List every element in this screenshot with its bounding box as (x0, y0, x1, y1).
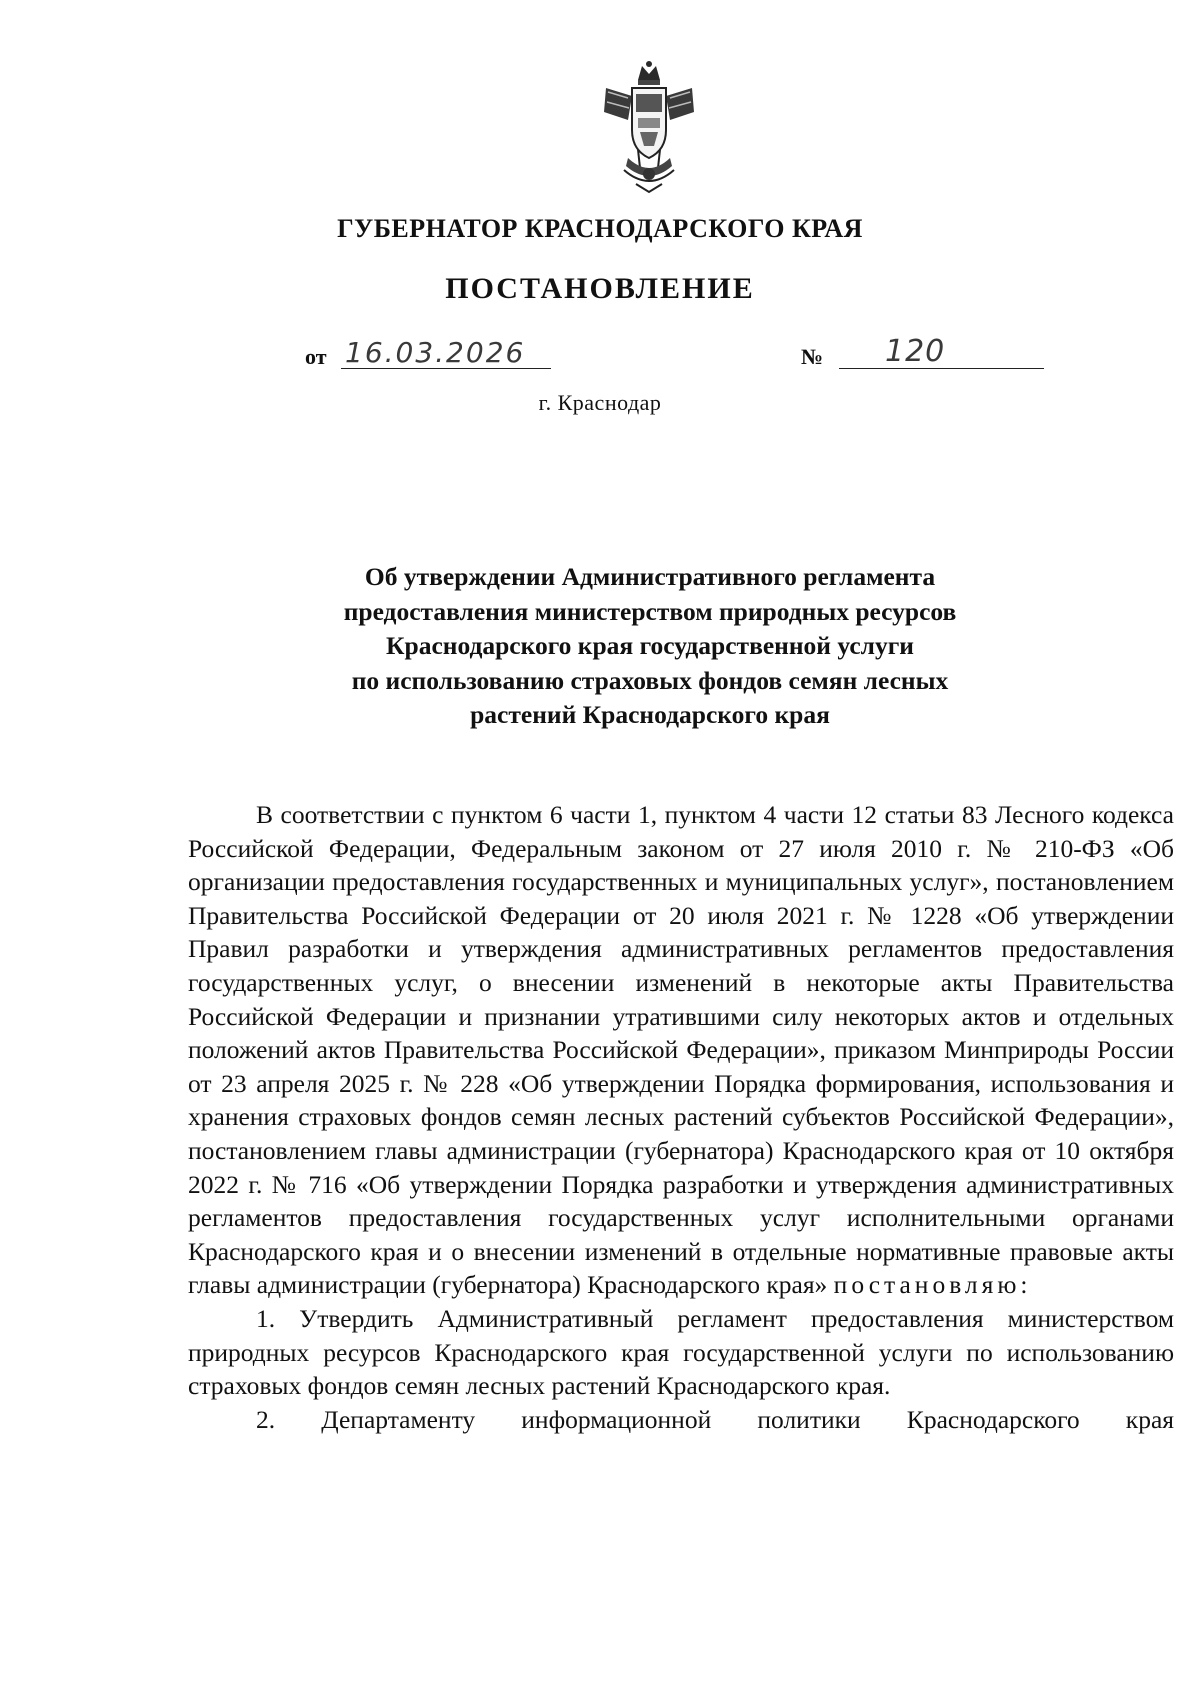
handwritten-number: 120 (885, 334, 946, 369)
issuing-authority: ГУБЕРНАТОР КРАСНОДАРСКОГО КРАЯ (337, 214, 863, 243)
city: г. Краснодар (538, 390, 662, 415)
document-title (250, 560, 1050, 733)
document-type: ПОСТАНОВЛЕНИЕ (445, 272, 755, 305)
number-prefix: № (801, 344, 824, 369)
item-2-paragraph: 2. Департаменту информационной политики Краснодарского края (256, 1404, 1174, 1434)
handwritten-date: 16.03.2026 (345, 336, 526, 369)
date-number-row (305, 336, 1045, 376)
title-line: предоставления министерством природных ресурсов (343, 596, 957, 626)
document-body (188, 798, 1174, 1436)
preamble-paragraph (188, 798, 1174, 1302)
title-line: растений Краснодарского края (470, 700, 830, 729)
item-1-paragraph: 1. Утвердить Административный регламент предоставления министерством природных ресурсов Краснодарского края государственной услуги по использованию страховых фондов семян лесных растений Краснодарского края. (188, 1303, 1174, 1401)
title-line: по использованию страховых фондов семян лесных (351, 665, 949, 695)
date-prefix: от (305, 344, 327, 369)
coat-of-arms-icon (598, 58, 700, 196)
preamble-text: В соответствии с пунктом 6 части 1, пунктом 4 части 12 статьи 83 Лесного кодекса Российской Федерации, Федеральным законом от 27 июля 2010 г. № 210-ФЗ «Об организации предоставления государственных и муниципальных услуг», постановлением Правительства Российской Федерации от 20 июля 2021 г. № 1228 «Об утверждении Правил разработки и утверждения административных регламентов предоставления государственных услуг, о внесении изменений в некоторые акты Правительства Российской Федерации и признании утратившими силу некоторых актов и отдельных положений актов Правительства Российской Федерации», приказом Минприроды России от 23 апреля 2025 г. № 228 «Об утверждении Порядка формирования, использования и хранения страховых фондов семян лесных растений субъектов Российской Федерации», постановлением главы администрации (губернатора) Краснодарского края от 10 октября 2022 г. № 716 «Об утверждении Порядка разработки и утверждения административных регламентов предоставления государственных услуг исполнительными органами Краснодарского края и о внесении изменений в отдельные нормативные правовые акты главы администрации (губернатора) Краснодарского края» (188, 800, 1174, 1300)
title-line: Краснодарского края государственной услуги (386, 631, 914, 660)
title-line: Об утверждении Административного регламента (364, 562, 936, 591)
resolves-word: постановляю: (833, 1270, 1032, 1300)
